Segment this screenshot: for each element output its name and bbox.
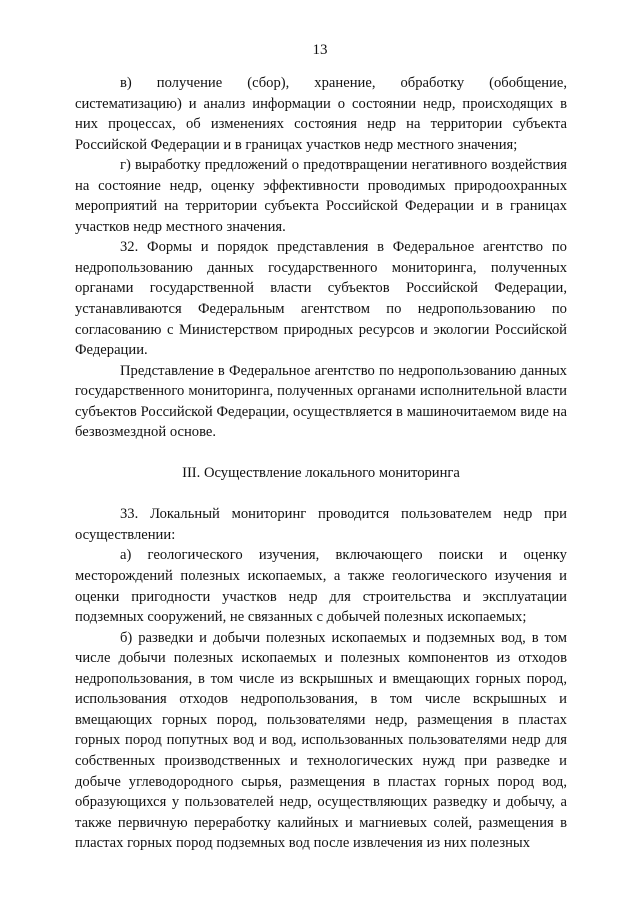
page-number: 13 bbox=[312, 42, 328, 58]
paragraph-b-exploration-and-extraction: б) разведки и добычи полезных ископаемых и подземных вод, в том числе добычи полезных ископаемых и полезных компонентов из отходов недропользования, в том числе из вскрышных и вмещающих горных пород, использования отходов недропользования, в том числе вскрышных и вмещающих горных пород, пользователями недр, размещения в пластах горных пород попутных вод и вод, использованных пользователями недр для собственных производственных и технологических нужд при разведке и добыче углеводородного сырья, размещения в пластах горных пород вод, образующихся у пользователей недр, осуществляющих разведку и добычу, а также первичную переработку калийных и магниевых солей, размещения в пластах горных пород подземных вод после извлечения из них полезных bbox=[75, 629, 567, 852]
paragraph-a-geological-study: а) геологического изучения, включающего поиски и оценку месторождений полезных ископаемых, а также геологического изучения и оценки пригодности участков недр для строительства и эксплуатации подземных сооружений, не связанных с добычей полезных ископаемых; bbox=[75, 547, 567, 626]
paragraph-32-submission-forms: 32. Формы и порядок представления в Федеральное агентство по недропользованию данных государственного мониторинга, полученных органами государственной власти субъектов Российской Федерации, устанавливаются Федеральным агентством по недропользованию по согласованию с Министерством природных ресурсов и экологии Российской Федерации. bbox=[75, 239, 567, 359]
paragraph-machine-readable-submission: Представление в Федеральное агентство по недропользованию данных государственного мониторинга, полученных органами исполнительной власти субъектов Российской Федерации, осуществляется в машиночитаемом виде на безвозмездной основе. bbox=[75, 362, 567, 441]
section-heading: III. Осуществление локального мониторинга bbox=[182, 464, 460, 481]
paragraph-g-negative-impact-proposals: г) выработку предложений о предотвращении негативного воздействия на состояние недр, оценку эффективности проводимых природоохранных мероприятий на территории субъекта Российской Федерации и в границах участков недр местного значения. bbox=[75, 157, 567, 235]
paragraph-v-information-collection: в) получение (сбор), хранение, обработку (обобщение, систематизацию) и анализ информации о состоянии недр, происходящих в них процессах, об изменениях состояния недр на территории субъекта Российской Федерации и в границах участков недр местного значения; bbox=[75, 75, 567, 153]
paragraph-33-local-monitoring: 33. Локальный мониторинг проводится пользователем недр при осуществлении: bbox=[75, 506, 567, 543]
document-body bbox=[75, 73, 567, 854]
